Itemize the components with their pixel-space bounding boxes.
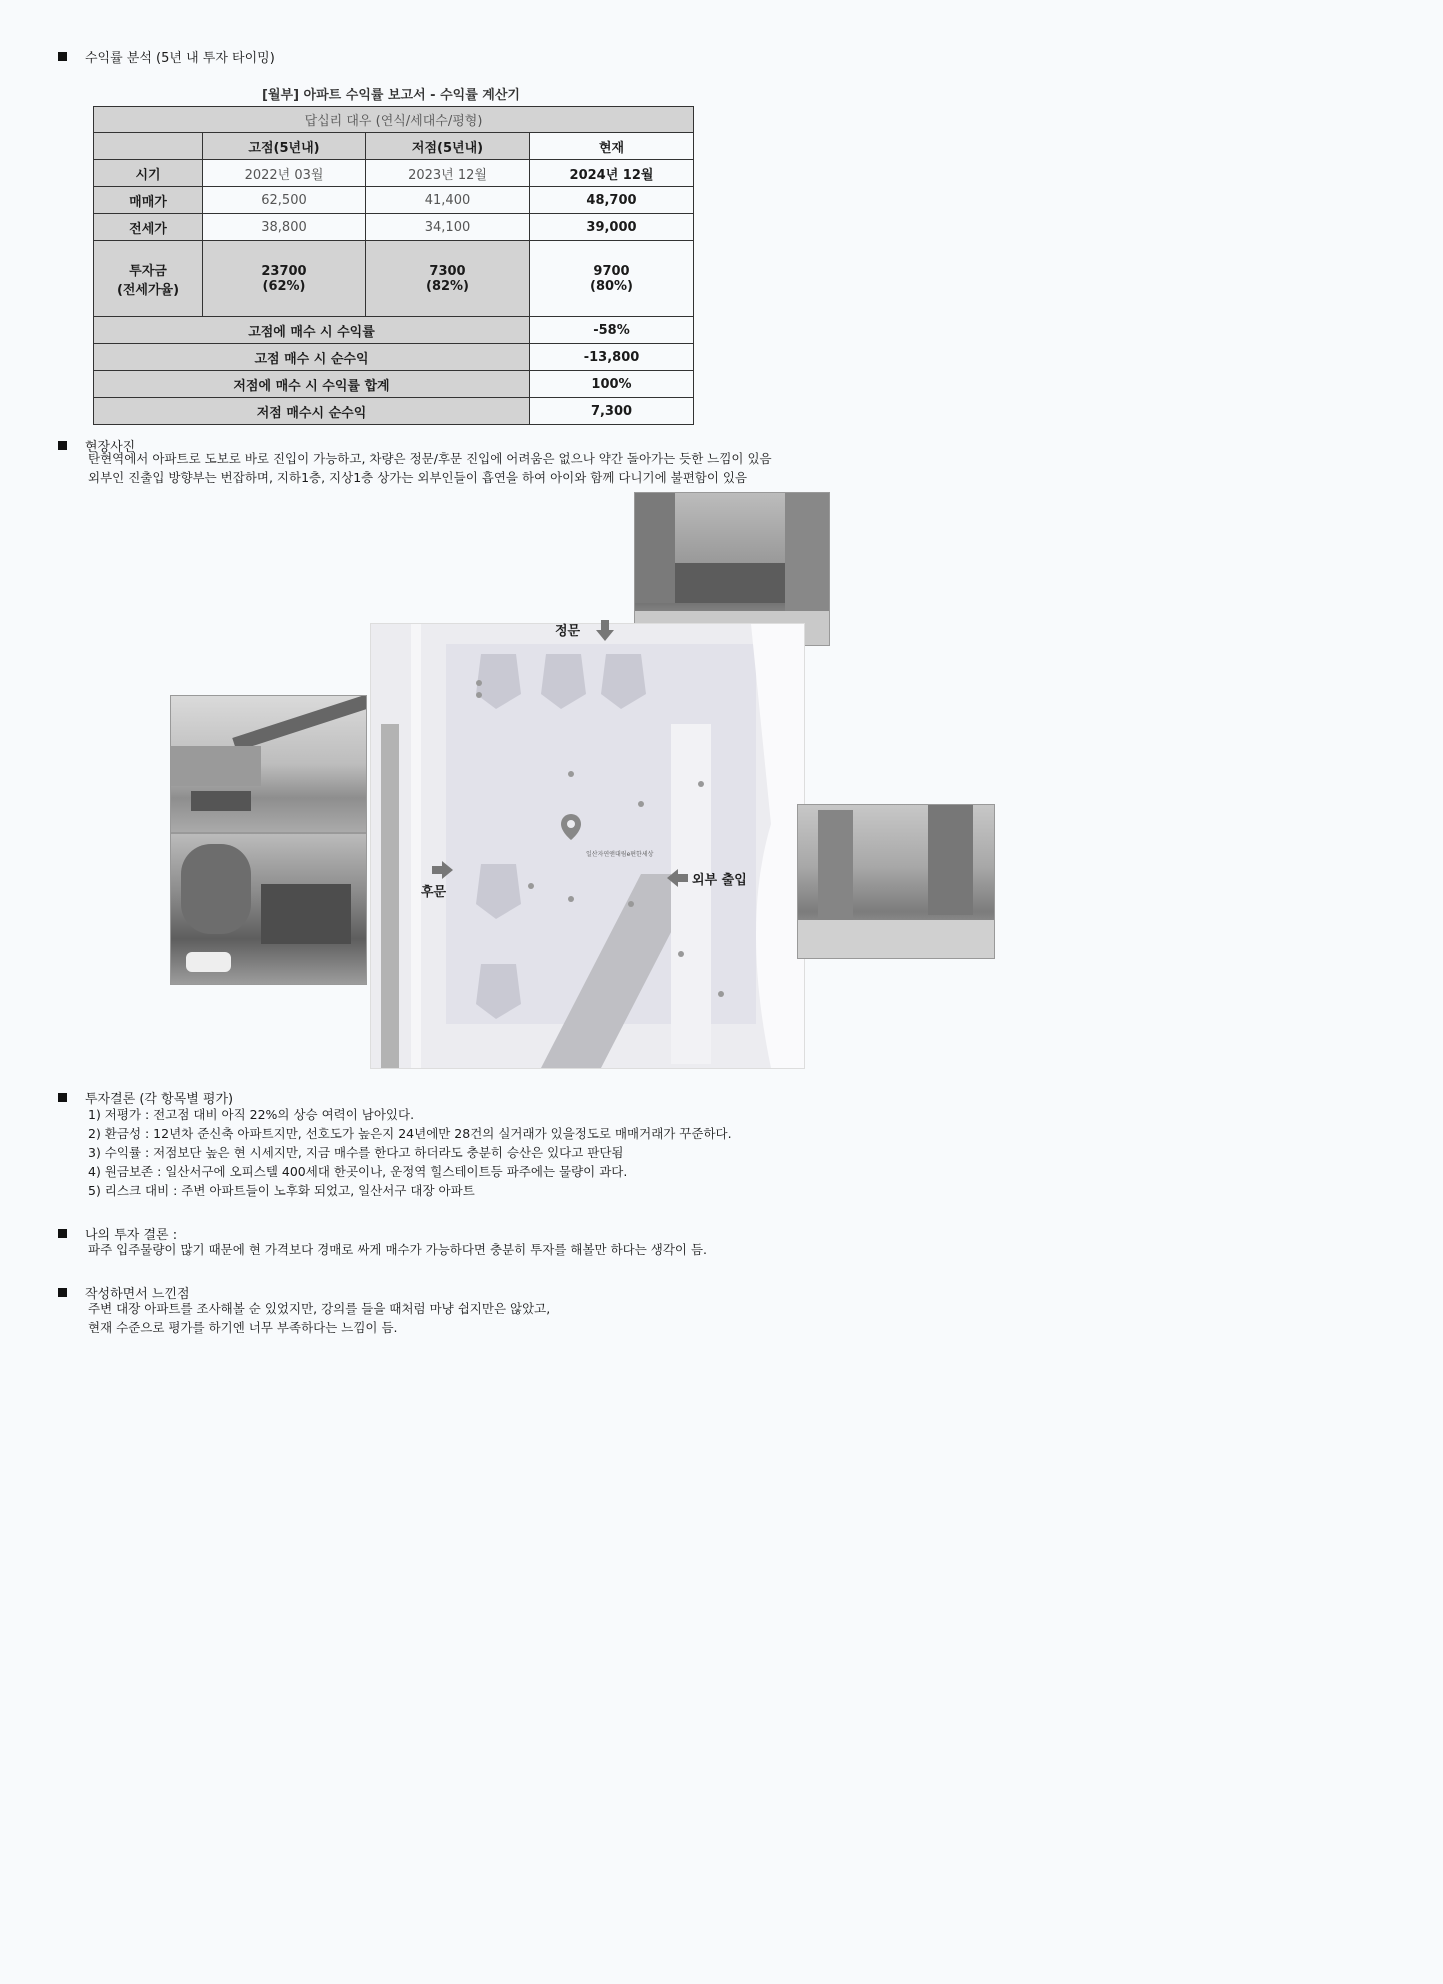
section-profit-heading: 수익률 분석 (5년 내 투자 타이밍): [58, 47, 275, 66]
left-bridge-photo: [170, 695, 367, 833]
left-entrance-photo: [170, 833, 367, 985]
back-gate-label: 후문: [421, 885, 447, 900]
section-site-heading: 현장사진: [58, 436, 135, 455]
table-row: 시기 2022년 03월 2023년 12월 2024년 12월: [94, 160, 694, 187]
down-arrow-icon: [596, 620, 614, 642]
front-gate-label: 정문: [555, 624, 581, 639]
feelings-line: 주변 대장 아파트를 조사해볼 순 있었지만, 강의를 들을 때처럼 마냥 쉽지만은 않았고,: [88, 1301, 551, 1316]
conclusion-line: 3) 수익률 : 저점보단 높은 현 시세지만, 지금 매수를 한다고 하더라도 충분히 승산은 있다고 판단됨: [88, 1145, 624, 1160]
site-map: [370, 623, 805, 1069]
conclusion-line: 1) 저평가 : 전고점 대비 아직 22%의 상승 여력이 남아있다.: [88, 1107, 415, 1122]
conclusion-line: 5) 리스크 대비 : 주변 아파트들이 노후화 되었고, 일산서구 대장 아파트: [88, 1183, 475, 1198]
bullet-icon: [58, 1288, 67, 1297]
outside-entrance-label: 외부 출입: [692, 873, 747, 888]
site-line: 외부인 진출입 방향부는 번잡하며, 지하1층, 지상1층 상가는 외부인들이 흡연을 하여 아이와 함께 다니기에 불편함이 있음: [88, 470, 748, 485]
summary-row: 저점 매수시 순수익 7,300: [94, 398, 694, 425]
report-title: [월부] 아파트 수익률 보고서 - 수익률 계산기: [262, 88, 520, 103]
section-my-conclusion-heading: 나의 투자 결론 :: [58, 1224, 177, 1243]
bullet-icon: [58, 441, 67, 450]
bullet-icon: [58, 1229, 67, 1238]
table-row: 매매가 62,500 41,400 48,700: [94, 187, 694, 214]
bullet-icon: [58, 1093, 67, 1102]
table-header-current: 현재: [530, 133, 694, 160]
conclusion-line: 4) 원금보존 : 일산서구에 오피스텔 400세대 한곳이나, 운정역 힐스테이트등 파주에는 물량이 과다.: [88, 1164, 628, 1179]
table-header-high: 고점(5년내): [203, 133, 366, 160]
table-row-invest: 투자금 (전세가율) 23700 (62%) 7300 (82%) 9700 (80%): [94, 241, 694, 317]
my-conclusion-line: 파주 입주물량이 많기 때문에 현 가격보다 경매로 싸게 매수가 가능하다면 충분히 투자를 해볼만 하다는 생각이 듬.: [88, 1242, 708, 1257]
map-center-label: 일산자연앤대림e편한세상: [586, 851, 654, 858]
section-feelings-heading: 작성하면서 느낀점: [58, 1283, 190, 1302]
profit-table: [93, 106, 694, 425]
summary-row: 고점 매수 시 순수익 -13,800: [94, 344, 694, 371]
right-arrow-icon: [432, 861, 454, 879]
conclusion-line: 2) 환금성 : 12년차 준신축 아파트지만, 선호도가 높은지 24년에만 28건의 실거래가 있을정도로 매매거래가 꾸준하다.: [88, 1126, 732, 1141]
summary-row: 저점에 매수 시 수익률 합계 100%: [94, 371, 694, 398]
summary-row: 고점에 매수 시 수익률 -58%: [94, 317, 694, 344]
feelings-line: 현재 수준으로 평가를 하기엔 너무 부족하다는 느낌이 듬.: [88, 1320, 398, 1335]
bullet-icon: [58, 52, 67, 61]
outside-entrance-photo: [797, 804, 995, 959]
site-line: 탄현역에서 아파트로 도보로 바로 진입이 가능하고, 차량은 정문/후문 진입에 어려움은 없으나 약간 돌아가는 듯한 느낌이 있음: [88, 451, 772, 466]
table-row: 전세가 38,800 34,100 39,000: [94, 214, 694, 241]
left-arrow-icon: [667, 869, 689, 887]
section-conclusion-heading: 투자결론 (각 항목별 평가): [58, 1088, 233, 1107]
map-graphic: [371, 624, 804, 1068]
table-corner: [94, 133, 203, 160]
table-header-low: 저점(5년내): [366, 133, 530, 160]
table-subtitle: 답십리 대우 (연식/세대수/평형): [94, 107, 694, 133]
